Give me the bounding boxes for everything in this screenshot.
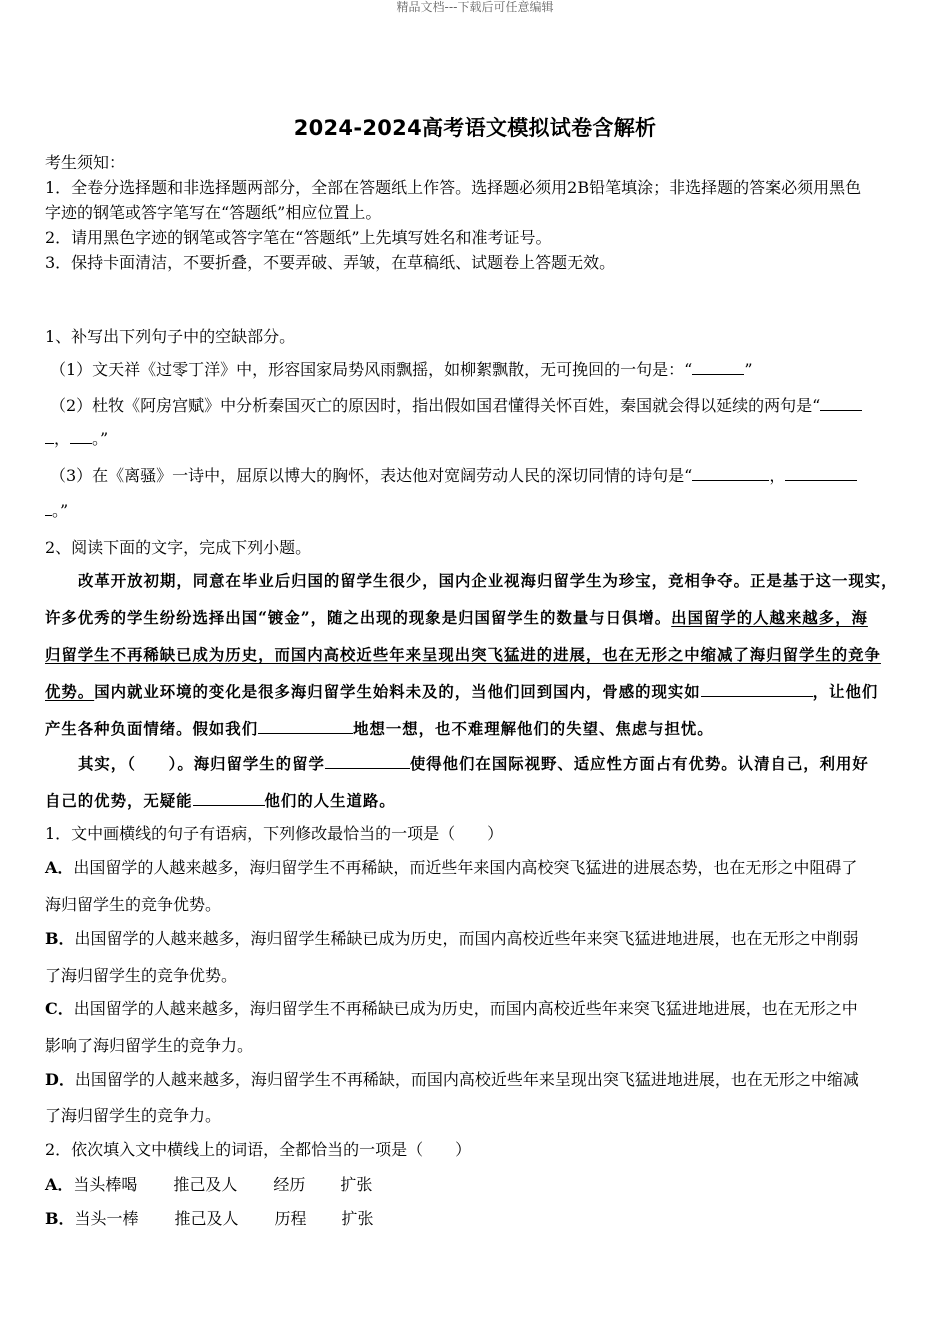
answer-blank xyxy=(325,753,410,769)
passage-line: 改革开放初期，同意在毕业后归国的留学生很少，国内企业视海归留学生为珍宝，竞相争夺。正是基于这一现实， xyxy=(78,572,898,590)
option-a[interactable] xyxy=(45,1174,905,1196)
option-d-cont: 了海归留学生的竞争力。 xyxy=(45,1106,222,1125)
question-1-part-2-cont: ， 。” xyxy=(45,428,905,450)
choice-word: 推己及人 xyxy=(174,1209,239,1228)
option-b[interactable] xyxy=(45,1208,905,1230)
question-1-part-3-cont: 。” xyxy=(45,500,905,522)
choice-word: 经历 xyxy=(273,1175,306,1194)
option-d[interactable]: D．出国留学的人越来越多，海归留学生不再稀缺，而国内高校近些年来呈现出突飞猛进地进展，也在无形之中缩减 xyxy=(45,1070,859,1089)
choice-word: 推己及人 xyxy=(173,1175,238,1194)
option-c[interactable]: C．出国留学的人越来越多，海归留学生不再稀缺已成为历史，而国内高校近些年来突飞猛进地进展，也在无形之中 xyxy=(45,999,858,1018)
answer-blank xyxy=(692,359,744,375)
answer-blank xyxy=(258,718,353,734)
question-2-heading: 2、阅读下面的文字，完成下列小题。 xyxy=(45,538,312,557)
question-1-heading: 1、补写出下列句子中的空缺部分。 xyxy=(45,327,296,346)
notice-item: 字迹的钢笔或答字笔写在“答题纸”相应位置上。 xyxy=(45,203,382,222)
answer-blank xyxy=(193,790,265,806)
answer-blank xyxy=(701,681,813,697)
passage-line: 其实，（ ）。海归留学生的留学 使得他们在国际视野、适应性方面占有优势。认清自己，利用好 xyxy=(78,755,869,773)
option-b-cont: 了海归留学生的竞争优势。 xyxy=(45,966,238,985)
passage-line: 自己的优势，无疑能 他们的人生道路。 xyxy=(45,792,396,810)
choice-word: 当头棒喝 xyxy=(73,1175,138,1194)
question-1-part-1: （1）文天祥《过零丁洋》中，形容国家局势风雨飘摇，如柳絮飘散，无可挽回的一句是：“ ” xyxy=(50,360,753,379)
choice-word: 当头一棒 xyxy=(74,1209,139,1228)
passage-line: 许多优秀的学生纷纷选择出国“镀金”，随之出现的现象是归国留学生的数量与日俱增。出国留学的人越来越多，海 xyxy=(45,609,868,627)
notice-item: 2．请用黑色字迹的钢笔或答字笔在“答题纸”上先填写姓名和准考证号。 xyxy=(45,228,552,247)
page-title: 2024-2024高考语文模拟试卷含解析 xyxy=(293,116,657,140)
choice-word: 扩张 xyxy=(341,1209,374,1228)
notice-item: 3．保持卡面清洁，不要折叠，不要弄破、弄皱，在草稿纸、试题卷上答题无效。 xyxy=(45,253,616,272)
notice-heading: 考生须知： xyxy=(45,153,126,172)
passage-line: 产生各种负面情绪。假如我们 地想一想，也不难理解他们的失望、焦虑与担忧。 xyxy=(45,720,714,738)
choice-word: 扩张 xyxy=(340,1175,373,1194)
option-a-cont: 海归留学生的竞争优势。 xyxy=(45,895,222,914)
underlined-sentence: 出国留学的人越来越多，海 xyxy=(671,609,868,627)
question-1-part-3: （3）在《离骚》一诗中，屈原以博大的胸怀，表达他对宽阔劳动人民的深切同情的诗句是“ ， xyxy=(50,465,910,487)
answer-blank xyxy=(45,428,54,444)
answer-blank xyxy=(785,465,857,481)
option-a[interactable]: A．出国留学的人越来越多，海归留学生不再稀缺，而近些年来国内高校突飞猛进的进展态势，也在无形之中阻碍了 xyxy=(45,858,858,877)
option-letter: A． xyxy=(45,1175,74,1194)
answer-blank xyxy=(692,465,769,481)
sub-question-1-stem: 1．文中画横线的句子有语病，下列修改最恰当的一项是（ ） xyxy=(45,824,504,843)
question-1-part-2: （2）杜牧《阿房宫赋》中分析秦国灭亡的原因时，指出假如国君懂得关怀百姓，秦国就会得以延续的两句是“ xyxy=(50,395,910,417)
option-c-cont: 影响了海归留学生的竞争力。 xyxy=(45,1036,254,1055)
option-b[interactable]: B．出国留学的人越来越多，海归留学生稀缺已成为历史，而国内高校近些年来突飞猛进地进展，也在无形之中削弱 xyxy=(45,929,859,948)
answer-blank xyxy=(70,428,92,444)
sub-question-2-stem: 2．依次填入文中横线上的词语，全都恰当的一项是（ ） xyxy=(45,1140,472,1159)
answer-blank xyxy=(45,500,52,516)
option-letter: B． xyxy=(45,929,75,948)
option-letter: A． xyxy=(45,858,74,877)
option-letter: D． xyxy=(45,1070,75,1089)
underlined-sentence: 归留学生不再稀缺已成为历史，而国内高校近些年来呈现出突飞猛进的进展，也在无形之中缩减了海归留学生的竞争 xyxy=(45,646,881,664)
underlined-sentence: 优势。 xyxy=(45,683,95,701)
header-note: 精品文档---下载后可任意编辑 xyxy=(396,0,554,14)
option-letter: B． xyxy=(45,1209,75,1228)
choice-word: 历程 xyxy=(274,1209,307,1228)
notice-item: 1．全卷分选择题和非选择题两部分，全部在答题纸上作答。选择题必须用2B铅笔填涂；非选择题的答案必须用黑色 xyxy=(45,178,862,197)
option-letter: C． xyxy=(45,999,74,1018)
answer-blank xyxy=(820,395,862,411)
passage-line: 优势。国内就业环境的变化是很多海归留学生始料未及的，当他们回到国内，骨感的现实如 ，让他们 xyxy=(45,683,879,701)
passage-line xyxy=(45,644,905,666)
